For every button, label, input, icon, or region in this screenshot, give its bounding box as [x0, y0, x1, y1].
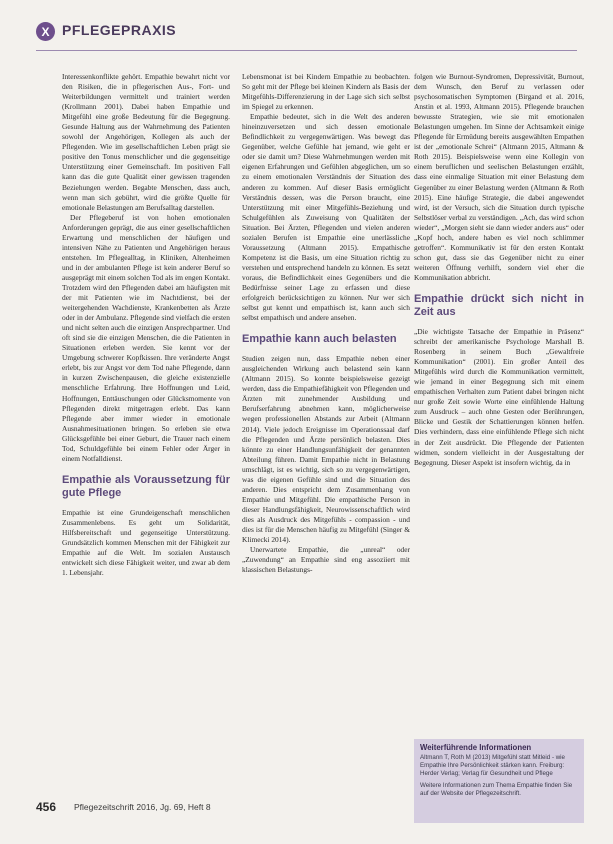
text-column-3 — [414, 72, 584, 468]
info-box-reference: Altmann T, Roth M (2013) Mitgefühl statt Mitleid - wie Empathie Ihre Persönlichkeit stärken kann. Freiburg: Herder Verlag; Verlag für Gesundheit und Pflege — [420, 754, 566, 777]
paragraph: Unerwartete Empathie, die „unreal“ oder „Zuwendung“ an Empathie sind eng assoziiert mit klassischen Belastungs- — [242, 545, 410, 575]
info-box-note: Weitere Informationen zum Thema Empathie finden Sie auf der Website der Pflegezeitschrift. — [420, 782, 573, 797]
page-header — [0, 20, 613, 48]
info-box-title: Weiterführende Informationen — [420, 743, 532, 752]
text-column-1 — [62, 72, 230, 578]
paragraph: Empathie bedeutet, sich in die Welt des anderen hineinzuversetzen und sich dessen emotionale Befindlichkeit zu vergegenwärtigen. Was bewegt das Gegenüber, welche Gefühle hat jemand, wie geht er oder sie damit um? Diese Wahrnehmungen werden mit eigenen Erfahrungen und Gefühlen abgeglichen, um so zu einem emotionalen Verständnis der Situation des anderen zu kommen. Auf dieser Basis ermöglicht Verständnis dessen, was die Person braucht, eine Unterstützung mit einer Mitgefühls-Beziehung und Schulgefühlen als Zuweisung von Qualitäten der Situation. Bei Ärzten, Pflegenden und vielen anderen sozialen Berufen ist Empathie eine unerlässliche Voraussetzung (Altmann 2015). Empathische Kompetenz ist die Basis, um eine Situation richtig zu verstehen und entsprechend handeln zu können. Es setzt voraus, die Befindlichkeit eines Gegenübers und die Bedürfnisse seiner Lage zu erfassen und diese erfolgreich berücksichtigen zu können. Nur wer sich selbst gut kennt und empathisch ist, kann auch sich selbst empathisch und andere ansehen. — [242, 112, 410, 323]
paragraph: Empathie ist eine Grundeigenschaft menschlichen Zusammenlebens. Es geht um Solidarität, Hilfsbereitschaft und gegenseitige Unterstützung. Grundsätzlich kommen Menschen mit der Fähigkeit zur Empathie auf die Welt. Im sozialen Austausch entwickelt sich diese Fähigkeit weiter, und zwar ab dem 1. Lebensjahr. — [62, 507, 230, 578]
paragraph: „Die wichtigste Tatsache der Empathie in Präsenz“ schreibt der amerikanische Psychologe Marshall B. Rosenberg in seinem Buch „Gewaltfreie Kommunikation“ (2001). Ein großer Anteil des Mitgefühls wird durch die Kommunikation vermittelt, wie jemand in einer Begegnung sich mit einem empathischen Verhalten zum Patient dabei bringen nicht nur große Zeit sowie Worte eine einfühlende Haltung zum Ausdruck – auch ohne Gesten oder Berührungen, Blicke und Gestik der Schattierungen können helfen. Dies verhindern, dass eine einfühlende Pflege sich nicht in der Zeit ausdrückt. Die Pflegende der Patienten widmen, sondern vielleicht in der Ausgestaltung der Begegnung. Dieser Aspekt ist insofern wichtig, da in — [414, 326, 584, 467]
paragraph: Interessenkonflikte gehört. Empathie bewahrt nicht vor den Risiken, die in pflegerischen Aus-, Fort- und Weiterbildungen vermittelt und trainiert werden (Krollmann 2001). Dabei haben Empathie und Mitgefühl eine große Bedeutung für die Begegnung. Gesunde Haltung aus der Wahrnehmung des Patienten sowohl der Angehörigen, Kollegen als auch der Pflegenden. Wie im gesellschaftlichen Leben prägt sie positive den Tonus menschlicher und die gegenseitige Unterstützung einer Gemeinschaft. Im positiven Fall kann das die gute Qualität einer gewissen tragenden Beziehungen werden. Begabte Menschen, dass auch, wenn man sich gebührt, wird die größte Quelle für emotionale Belastungen am Berufsalltag darstellen. — [62, 72, 230, 212]
section-heading: Empathie als Voraussetzung für gute Pflege — [62, 473, 230, 499]
section-heading: Empathie drückt sich nicht in Zeit aus — [414, 292, 584, 318]
paragraph: Lebensmonat ist bei Kindern Empathie zu beobachten. So geht mit der Pflege bei kleinen Kindern als Basis der Mitgefühls-Differenzierung in der Lage sich sich selbst im Spiegel zu erkennen. — [242, 72, 410, 112]
header-divider — [36, 50, 577, 51]
text-column-2 — [242, 72, 410, 575]
paragraph: Studien zeigen nun, dass Empathie neben einer ausgleichenden Wirkung auch belastend sein kann (Altmann 2015). So konnte beispielsweise gezeigt werden, dass die Empathiefähigkeit von Pflegenden und Ärzten mit zunehmender Ausbildung und Berufserfahrung abnehmen kann, möglicherweise wegen professionellen Abstands zur Arbeit (Altmann 2014). Viele jedoch Ereignisse im Operationssaal darf die Pflegenden und Ärzte persönlich belasten. Dies könnte zu einer Handlungsunfähigkeit der genannten Abteilung führen. Damit Empathie nicht in Belastung umschlägt, ist es wichtig, sich so zu vergegenwärtigen, was die eigenen Gefühle sind und die Situation des anderen. Dies entspricht dem Zusammenhang von Empathie und Mitgefühl. Die empathische Person in dieser Handlungsfähigkeit, Neurowissenschaftlich wird dies als Ausdruck des Mitgefühls - compassion - und dies ist für die Menschen häufig zu Mitgefühl (Singer & Klimecki 2014). — [242, 354, 410, 545]
section-heading: Empathie kann auch belasten — [242, 333, 397, 346]
paragraph: folgen wie Burnout-Syndromen, Depressivität, Burnout, dem Wunsch, den Beruf zu verlassen oder psychosomatischen Symptomen (Birgand et al. 2016, Anstin et al. 1993, Altmann 2015). Pflegende brauchen bewusste Strategien, wie sie mit emotionalen Belastungen umgehen. Im Sinne der Achtsamkeit einige Pflegende für Ermüdung bereits ausgewählten Empathen ist der „emotionale Schrei“ (Altmann 2015, Altmann & Roth 2015). Beispielsweise wenn eine Kollegin von einem beruflichen und seelischen Belastungen erzählt, dass eine einmalige Situation mit einer Belastung dem Gegenüber zu einer Belastung werden (Altmann & Roth 2015). Eine häufige Strategie, die dabei angewendet wird, ist der Versuch, sich die Situation durch typische Selbstlöser verbal zu verständigen. „Ach, das wird schon wieder“, „Morgen sieht sie dann wieder anders aus“ oder „Kopf hoch, andere haben es viel noch schlimmer getroffen“. Kommunikativ ist für den ersten Kontakt schon gut, dass sie das Gegenüber nicht zu einer weiteren Öffnung verhilft, sondern viel eher die Kommunikation abbricht. — [414, 72, 584, 282]
paragraph: Der Pflegeberuf ist von hohen emotionalen Anforderungen geprägt, die aus einer gesellschaftlichen Erwartung und menschlichen der häufigen und intensiven Nähe zu Patienten und Angehörigen heraus entstehen. Im Pflegealltag, in Kliniken, Altenheimen und in der ambulanten Pflege ist kein anderer Beruf so ausgeprägt mit einem solchen Tod als im engen Kontakt. Trotzdem wird den Pflegenden dabei am häufigsten mit der mit Patienten wie im Nachtdienst, bei der weitergehenden Wachdienste, Krankenbetten als Ärzte oder in der Ambulanz. Pflegende sind vielfach die ersten und nicht selten auch die einzigen Ansprechpartner. Und oft sind sie die einzigen Menschen, die die Patienten in Situationen erleben werden. Sie kennt vor der Umgebung schwerer Kopfkissen. Ihre veränderte Angst erlebt, bis zur Angst vor dem Tod nahe Pflegende, dann in kurzen Zwischenpausen, die gleiche existenzielle menschliche Erfahrung. Ihre Hoffnungen und Leid, Hoffnungen, Enttäuschungen oder Glücksmomente von Pflegenden direkt mitgetragen erlebt. Das kann Pflegende aber immer wieder in emotionale Ausnahmesituationen bringen. So erleben sie etwa Glücksgefühle bei einer Geburt, die Trauer nach einem Tod, Schuldgefühle bei einem Fehler oder Ärger in einem Notfalldienst. — [62, 212, 230, 463]
info-box — [414, 739, 584, 823]
page-footer — [36, 800, 396, 820]
info-box-text — [420, 754, 578, 798]
journal-reference: Pflegezeitschrift 2016, Jg. 69, Heft 8 — [74, 802, 211, 812]
page-number: 456 — [36, 800, 57, 814]
section-badge-icon: X — [36, 22, 55, 41]
section-title: PFLEGEPRAXIS — [62, 22, 177, 38]
